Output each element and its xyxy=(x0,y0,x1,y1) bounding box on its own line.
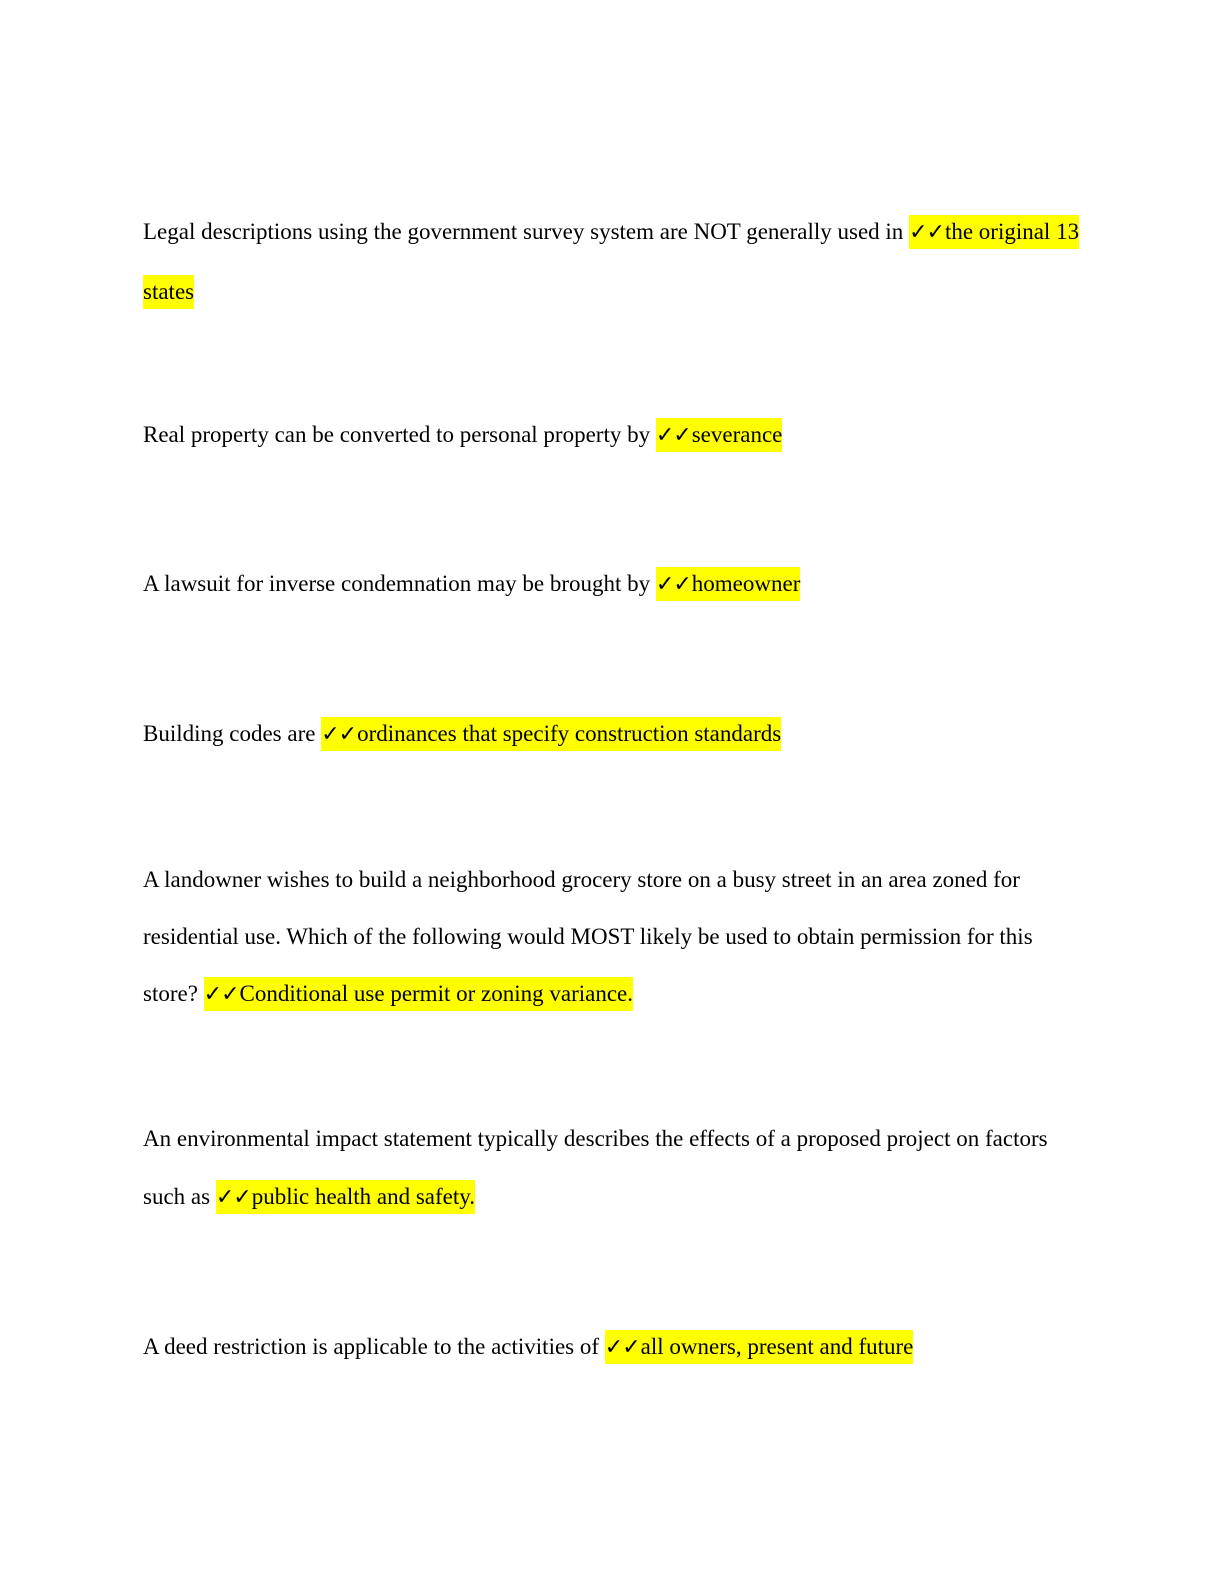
answer-highlight xyxy=(656,418,783,452)
double-check-icon: ✓✓ xyxy=(909,220,944,245)
qa-item xyxy=(143,705,1083,764)
double-check-icon: ✓✓ xyxy=(321,722,357,747)
qa-item xyxy=(143,202,1083,321)
answer-text: public health and safety. xyxy=(251,1184,476,1209)
qa-item xyxy=(143,406,1083,465)
answer-highlight xyxy=(656,567,800,601)
double-check-icon: ✓✓ xyxy=(604,1335,640,1360)
answer-highlight xyxy=(216,1180,475,1214)
qa-item xyxy=(143,1318,1083,1377)
double-check-icon: ✓✓ xyxy=(203,982,239,1007)
question-text: Building codes are xyxy=(143,721,316,746)
answer-text: severance xyxy=(691,422,783,447)
question-text: A landowner wishes to build a neighborhood grocery store on a busy street in an area zoned for residential use. Which of the following would MOST likely be used to obtain permission for this store? xyxy=(143,867,1033,1006)
question-text: A deed restriction is applicable to the activities of xyxy=(143,1334,600,1359)
answer-highlight xyxy=(605,1330,914,1364)
answer-text: Conditional use permit or zoning variance. xyxy=(239,981,633,1006)
qa-item xyxy=(143,851,1083,1023)
question-text: A lawsuit for inverse condemnation may be brought by xyxy=(143,571,651,596)
double-check-icon: ✓✓ xyxy=(215,1185,251,1210)
qa-item xyxy=(143,1110,1083,1227)
double-check-icon: ✓✓ xyxy=(655,572,691,597)
qa-item xyxy=(143,555,1083,614)
answer-text: the original 13 states xyxy=(143,219,1080,304)
double-check-icon: ✓✓ xyxy=(655,423,691,448)
question-text: An environmental impact statement typically describes the effects of a proposed project on factors such as xyxy=(143,1126,1048,1209)
question-text: Real property can be converted to personal property by xyxy=(143,422,651,447)
answer-highlight xyxy=(204,977,633,1011)
answer-text: all owners, present and future xyxy=(640,1334,914,1359)
answer-text: homeowner xyxy=(691,571,801,596)
answer-text: ordinances that specify construction standards xyxy=(357,721,782,746)
answer-highlight xyxy=(321,717,781,751)
question-text: Legal descriptions using the government survey system are NOT generally used in xyxy=(143,219,904,244)
